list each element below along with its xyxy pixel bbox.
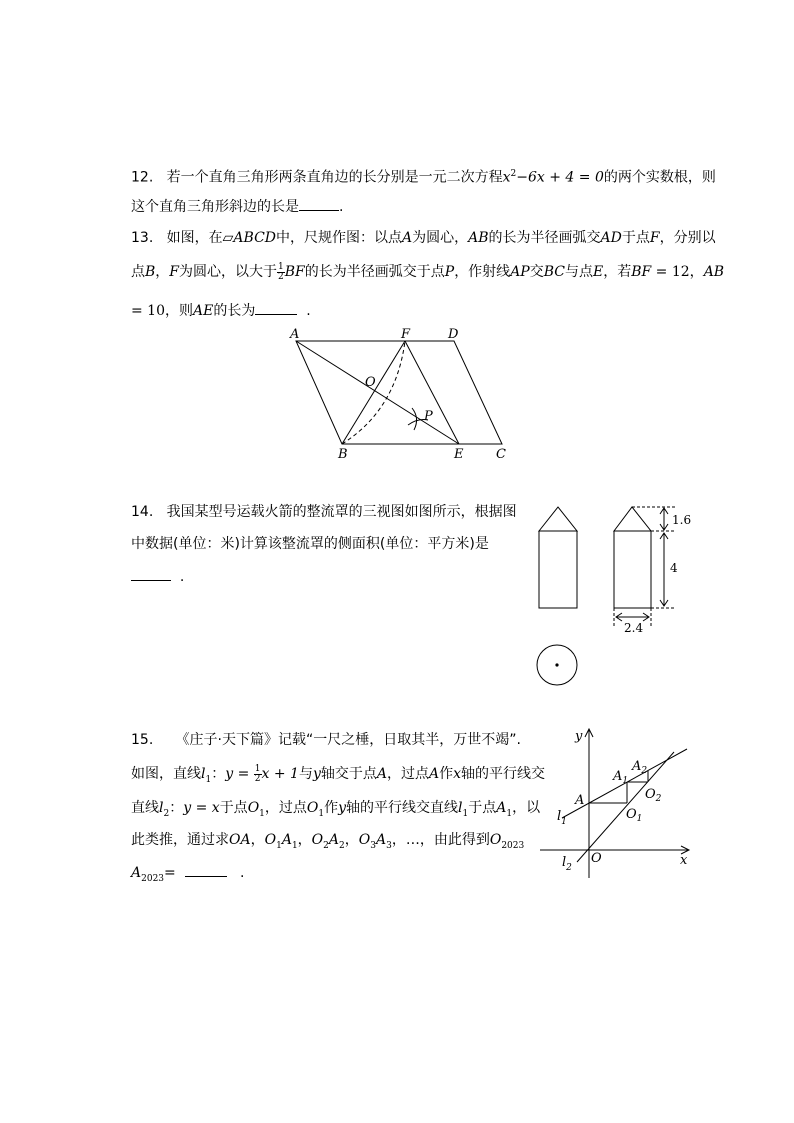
q15-t: 2 <box>339 840 345 851</box>
q15-t: ，过点 <box>264 800 307 816</box>
label-o1-main: O <box>626 807 637 822</box>
q15-t: A <box>131 865 142 881</box>
q13-t: E <box>592 264 604 280</box>
q12-number: 12. <box>131 169 154 186</box>
q13-t: 为圆心，以大于 <box>179 264 278 280</box>
q14-text1: 我国某型号运载火箭的整流罩的三视图如图所示，根据图 <box>166 504 517 520</box>
q13-t: ，分别以 <box>659 230 716 246</box>
q15-t: O <box>311 832 324 848</box>
label-e: E <box>454 447 464 462</box>
q15-t: 1 <box>291 840 298 851</box>
q15-t: = <box>164 865 176 881</box>
q13-t: AP <box>510 264 530 280</box>
label-o2-main: O <box>645 787 656 802</box>
q13-t: ， <box>155 264 170 280</box>
q13-t: 中，尺规作图：以点 <box>276 230 403 246</box>
label-d: D <box>448 327 459 342</box>
q15-t: 3 <box>386 840 392 851</box>
q15-t: ，以 <box>512 800 541 816</box>
q15-t: l <box>458 800 463 816</box>
q13-t: A <box>402 230 413 246</box>
q15-t: A <box>496 800 507 816</box>
q13-t: ，作射线 <box>454 264 511 280</box>
label-l1-main: l <box>557 809 562 824</box>
label-a1-main: A <box>613 769 623 784</box>
q15-t: x <box>453 766 462 782</box>
q13-t: 如图，在▱ <box>166 230 234 246</box>
q15-t: 1 <box>318 808 325 819</box>
q12-eq-var: x <box>502 169 511 186</box>
label-a2-main: A <box>632 759 642 774</box>
q12-text-tail: 的两个实数根，则 <box>603 169 716 186</box>
q13-t: B <box>145 264 156 280</box>
q13-t: 与点 <box>564 264 593 280</box>
q14-number: 14. <box>131 504 154 520</box>
q15-t: ： <box>169 800 184 816</box>
label-o2-sub: 2 <box>655 794 662 804</box>
q13-number: 13. <box>131 230 154 246</box>
q15-t: 如图，直线 <box>131 766 201 782</box>
q15-t: 轴的平行线交 <box>461 766 546 782</box>
q13-t: F <box>649 230 660 246</box>
q15-t: 2 <box>323 840 329 851</box>
q13-t: BF <box>284 264 305 280</box>
q15-t: 此类推，通过求 <box>131 832 229 848</box>
q13-t: 为圆心， <box>412 230 469 246</box>
label-l2 <box>562 855 572 873</box>
q15-t: 1 <box>506 808 513 819</box>
axis-label-y: y <box>575 729 583 744</box>
q15-t: OA <box>229 832 251 848</box>
q15-t: ，过点 <box>387 766 429 782</box>
q15-frac-num: 1 <box>254 763 261 774</box>
q14-end: . <box>179 569 185 585</box>
label-a2-sub: 2 <box>641 766 648 776</box>
q15-t: O <box>264 832 277 848</box>
q15-t: 1 <box>205 774 212 785</box>
q15-t: l <box>159 800 164 816</box>
q13-t: 点 <box>131 264 145 280</box>
q13-t: 交 <box>529 264 544 280</box>
q15-t: O <box>358 832 371 848</box>
q15-t: ， <box>344 832 359 848</box>
q15-t: 1 <box>259 808 265 819</box>
q15-t: x <box>211 800 220 816</box>
q13-t: BC <box>543 264 565 280</box>
q13-end: . <box>306 303 311 319</box>
q13-t: AE <box>193 303 214 319</box>
q15-t: 2023 <box>501 840 525 851</box>
label-a: A <box>290 327 300 342</box>
q13-t: 的长为半径画弧交于点 <box>304 264 445 280</box>
label-l1 <box>557 809 567 827</box>
q15-t: x + 1 <box>261 766 299 782</box>
q15-t: y <box>338 800 347 816</box>
axis-label-x: x <box>680 853 688 868</box>
q15-t: 于点 <box>468 800 497 816</box>
q13-t: AB <box>468 230 489 246</box>
q15-t: = <box>233 766 254 782</box>
q15-t: 于点 <box>219 800 248 816</box>
q13-t: P <box>444 264 455 280</box>
q15-t: O <box>247 800 260 816</box>
q13-t: F <box>169 264 180 280</box>
q12-end: . <box>339 199 344 215</box>
q13-frac-den: 2 <box>278 271 284 282</box>
q15-t: A <box>281 832 292 848</box>
q13-t: 的长为半径画弧交 <box>488 230 601 246</box>
q15-t: 作 <box>439 766 454 782</box>
label-c: C <box>496 447 506 462</box>
label-a1 <box>612 769 628 786</box>
dim-label-body: 4 <box>670 561 678 575</box>
q13-t: ，若 <box>603 264 632 280</box>
q15-t: ， <box>297 832 312 848</box>
label-l2-main: l <box>562 855 567 870</box>
q15-t: 直线 <box>131 800 159 816</box>
q13-t: = 10，则 <box>131 303 193 319</box>
q15-t: A <box>375 832 387 848</box>
q15-t: = <box>191 800 212 816</box>
q15-number: 15. <box>131 732 154 748</box>
q15-t: l <box>201 766 206 782</box>
q15-t: 轴的平行线交直线 <box>346 800 459 816</box>
q15-t: y <box>183 800 192 816</box>
q15-t: y <box>225 766 234 782</box>
label-f: F <box>401 327 411 342</box>
label-o: O <box>365 375 376 390</box>
q15-t: 2023 <box>141 873 165 884</box>
q15-t: ，…，由此得到 <box>391 832 490 848</box>
q12-text: 若一个直角三角形两条直角边的长分别是一元二次方程 <box>166 169 503 186</box>
q15-t: 1 <box>276 840 282 851</box>
q15-t: O <box>489 832 502 848</box>
q15-t: 3 <box>370 840 376 851</box>
q15-text1: 《庄子·天下篇》记载“一尺之棰，日取其半，万世不竭”. <box>175 732 521 748</box>
q15-t: ： <box>211 766 226 782</box>
q15-t: 与 <box>298 766 313 782</box>
q15-t: 2 <box>163 808 170 819</box>
q15-t: ， <box>250 832 265 848</box>
q15-t: 1 <box>462 808 469 819</box>
dim-label-top: 1.6 <box>672 513 692 527</box>
q15-t: A <box>376 766 387 782</box>
q15-t: O <box>306 800 319 816</box>
label-l1-sub: 1 <box>561 817 567 827</box>
label-p: P <box>424 409 433 424</box>
q13-t: BF <box>631 264 652 280</box>
label-b: B <box>338 447 348 462</box>
label-a1-sub: 1 <box>622 776 629 786</box>
q13-t: 的长为 <box>213 303 256 319</box>
label-a: A <box>575 793 585 808</box>
q15-t: 作 <box>324 800 339 816</box>
q15-frac-den: 2 <box>254 773 261 784</box>
q15-end: . <box>240 865 245 881</box>
q12-eq-rest: −6x + 4 = 0 <box>516 169 604 186</box>
q15-t: 轴交于点 <box>320 766 377 782</box>
label-o2 <box>645 787 662 804</box>
label-origin: O <box>591 851 602 866</box>
q13-t: AB <box>703 264 725 280</box>
q15-t: A <box>328 832 340 848</box>
q13-t: 于点 <box>621 230 650 246</box>
label-o1 <box>626 807 642 824</box>
label-l2-sub: 2 <box>566 863 572 873</box>
q13-t: ABCD <box>233 230 277 246</box>
label-o1-sub: 1 <box>636 814 643 824</box>
q13-t: = 12， <box>651 264 704 280</box>
q12-text2: 这个直角三角形斜边的长是 <box>131 199 299 215</box>
q15-t: A <box>429 766 440 782</box>
q12-eq-exp: 2 <box>510 169 517 179</box>
q13-frac-num: 1 <box>278 261 284 272</box>
q13-t: AD <box>600 230 622 246</box>
q15-t: y <box>312 766 321 782</box>
q14-text2: 中数据(单位：米)计算该整流罩的侧面积(单位：平方米)是 <box>131 536 489 552</box>
dim-label-width: 2.4 <box>624 621 644 635</box>
label-a2 <box>631 759 647 776</box>
